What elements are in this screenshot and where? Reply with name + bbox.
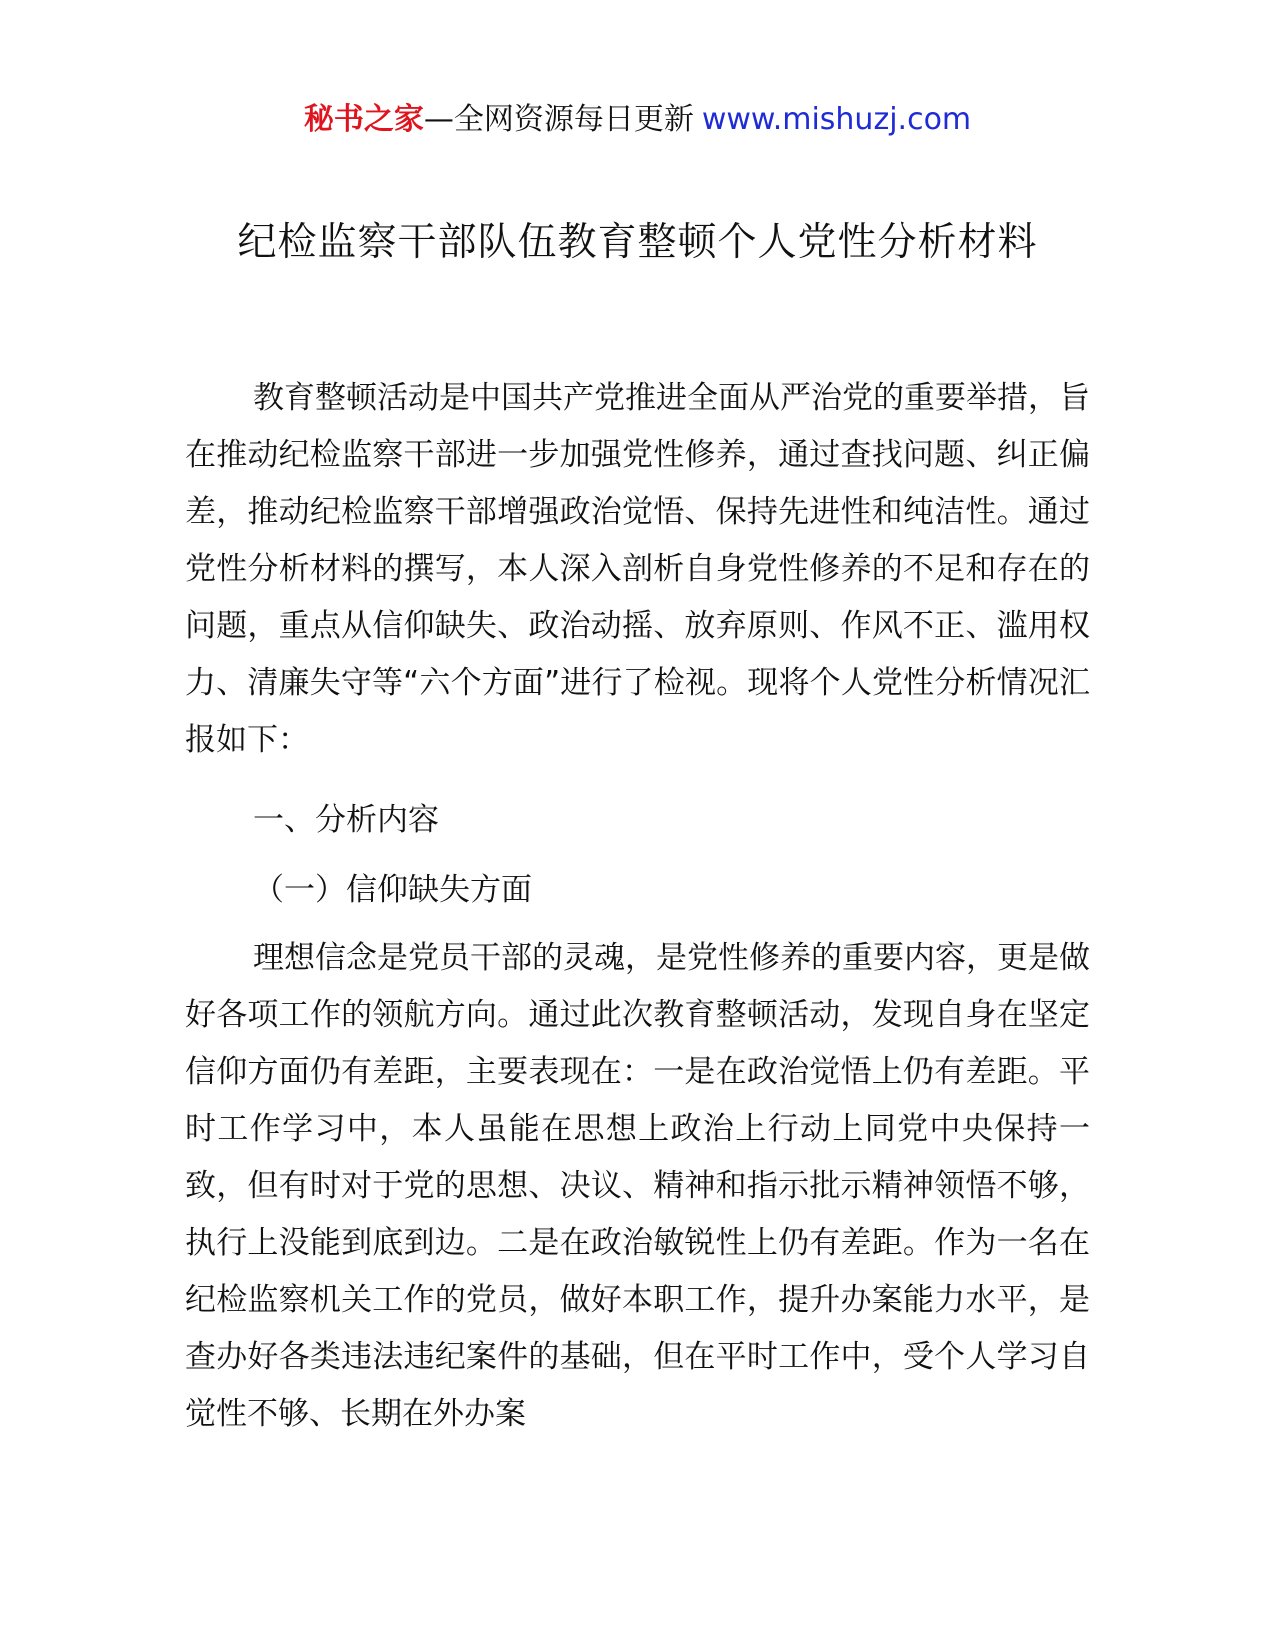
- site-tagline: —全网资源每日更新: [423, 102, 694, 137]
- site-header: [0, 98, 1275, 142]
- subsection-paragraph: 理想信念是党员干部的灵魂，是党性修养的重要内容，更是做好各项工作的领航方向。通过此次教育整顿活动，发现自身在坚定信仰方面仍有差距，主要表现在：一是在政治觉悟上仍有差距。平时工作学习中，本人虽能在思想上政治上行动上同党中央保持一致，但有时对于党的思想、决议、精神和指示批示精神领悟不够，执行上没能到底到边。二是在政治敏锐性上仍有差距。作为一名在纪检监察机关工作的党员，做好本职工作，提升办案能力水平，是查办好各类违法违纪案件的基础，但在平时工作中，受个人学习自觉性不够、长期在外办案: [185, 940, 1090, 1432]
- site-url-link[interactable]: www.mishuzj.com: [701, 102, 972, 137]
- document-title: 纪检监察干部队伍教育整顿个人党性分析材料: [237, 220, 1038, 265]
- site-brand: 秘书之家: [303, 102, 424, 137]
- subsection-heading: （一）信仰缺失方面: [253, 872, 532, 908]
- intro-paragraph: 教育整顿活动是中国共产党推进全面从严治党的重要举措，旨在推动纪检监察干部进一步加强党性修养，通过查找问题、纠正偏差，推动纪检监察干部增强政治觉悟、保持先进性和纯洁性。通过党性分析材料的撰写，本人深入剖析自身党性修养的不足和存在的问题，重点从信仰缺失、政治动摇、放弃原则、作风不正、滥用权力、清廉失守等“六个方面”进行了检视。现将个人党性分析情况汇报如下：: [185, 380, 1090, 758]
- section-heading: 一、分析内容: [253, 802, 439, 838]
